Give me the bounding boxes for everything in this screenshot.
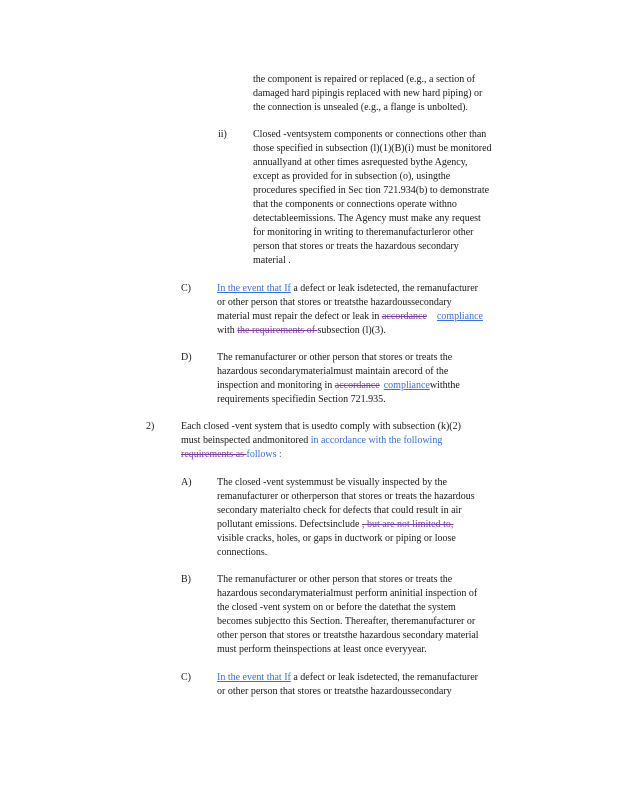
text-line: The remanufacturer or other person that stores or treats the <box>217 352 453 363</box>
text-line: detectableemissions. The Agency must make any request <box>253 213 481 224</box>
text-line: procedures specified in Sec tion 721.934(b) to demonstrate <box>253 185 490 196</box>
text-line: visible cracks, holes, or gaps in ductwork or piping or loose <box>217 533 456 544</box>
item-2b-paragraph <box>217 573 539 657</box>
text-line: hazardous secondarymaterialmust perform aninitial inspection of <box>217 588 478 599</box>
text-line: Each closed -vent system that is usedto comply with subsection (k)(2) <box>181 421 461 432</box>
item-2a-paragraph <box>217 476 532 560</box>
text-line: the connection is unsealed (e.g., a flange is unbolted). <box>253 102 468 113</box>
text-span: a defect or leak isdetected, the remanufacturer <box>290 672 478 683</box>
text-span: subsection (l)(3). <box>317 325 386 336</box>
deleted-text: accordance <box>334 380 380 391</box>
item-2c-label: C) <box>181 672 191 683</box>
text-line: person that stores or treats the hazardous secondary <box>253 241 459 252</box>
text-line: other person that stores or treatsthe hazardous secondary material <box>217 630 479 641</box>
item-1c-label: C) <box>181 283 191 294</box>
text-line: must perform theinspections at least once everyyear. <box>217 644 427 655</box>
deleted-text: the requirements of <box>237 325 318 336</box>
text-line: those specified in subsection (l)(1)(B)(i) must be monitored <box>253 143 492 154</box>
text-line: the closed -vent system on or before the datethat the system <box>217 602 456 613</box>
text-line: except as provided for in subsection (o), usingthe <box>253 171 451 182</box>
text-line: The closed -vent systemmust be visually inspected by the <box>217 477 447 488</box>
deleted-text: requirements as <box>181 449 247 460</box>
item-2c-paragraph <box>217 671 532 699</box>
text-line: Closed -ventsystem components or connections other than <box>253 129 487 140</box>
inserted-text: compliance <box>436 311 483 322</box>
text-line: the component is repaired or replaced (e.g., a section of <box>253 74 476 85</box>
text-span: inspection and monitoring in <box>217 380 335 391</box>
item-2-paragraph <box>181 420 541 462</box>
text-line: requirements specifiedin Section 721.935. <box>217 394 386 405</box>
text-span: material must repair the defect or leak in <box>217 311 382 322</box>
deleted-text: accordance <box>381 311 427 322</box>
text-span: with <box>217 325 238 336</box>
text-line: secondary materialto check for defects that could result in air <box>217 505 462 516</box>
inserted-text: in accordance with the following <box>310 435 443 446</box>
continuation-paragraph <box>253 73 529 115</box>
item-1d-label: D) <box>181 352 192 363</box>
item-ii-paragraph <box>253 128 533 268</box>
text-span: pollutant emissions. Defectsinclude <box>217 519 362 530</box>
item-1d-paragraph <box>217 351 532 407</box>
text-span: must beinspected andmonitored <box>181 435 311 446</box>
text-line: or other person that stores or treatsthe hazardoussecondary <box>217 297 452 308</box>
deleted-text: , but are not limited to, <box>361 519 454 530</box>
item-1c-paragraph <box>217 282 532 338</box>
text-line: that the components or connections operate withno <box>253 199 457 210</box>
text-line: for monitoring in writing to theremanufacturleror other <box>253 227 474 238</box>
text-line: becomes subjectto this Section. Thereafter, theremanufacturer or <box>217 616 476 627</box>
text-line: The remanufacturer or other person that stores or treats the <box>217 574 453 585</box>
text-line: hazardous secondarymaterialmust maintain arecord of the <box>217 366 449 377</box>
text-line: damaged hard pipingis replaced with new hard piping) or <box>253 88 483 99</box>
text-line: remanufacturer or otherperson that stores or treats the hazardous <box>217 491 475 502</box>
text-line: connections. <box>217 547 268 558</box>
inserted-text: In the event that If <box>217 283 291 294</box>
item-2a-label: A) <box>181 477 192 488</box>
inserted-text: compliance <box>383 380 430 391</box>
text-span: a defect or leak isdetected, the remanufacturer <box>290 283 478 294</box>
item-2-label: 2) <box>146 421 155 432</box>
text-line: material . <box>253 255 291 266</box>
text-line: annuallyand at other times asrequested bythe Agency, <box>253 157 468 168</box>
item-ii-label: ii) <box>218 129 227 140</box>
text-line: or other person that stores or treatsthe hazardoussecondary <box>217 686 452 697</box>
inserted-text: In the event that If <box>217 672 291 683</box>
item-2b-label: B) <box>181 574 191 585</box>
text-span: withthe <box>429 380 460 391</box>
text-span: follows : <box>246 449 282 460</box>
